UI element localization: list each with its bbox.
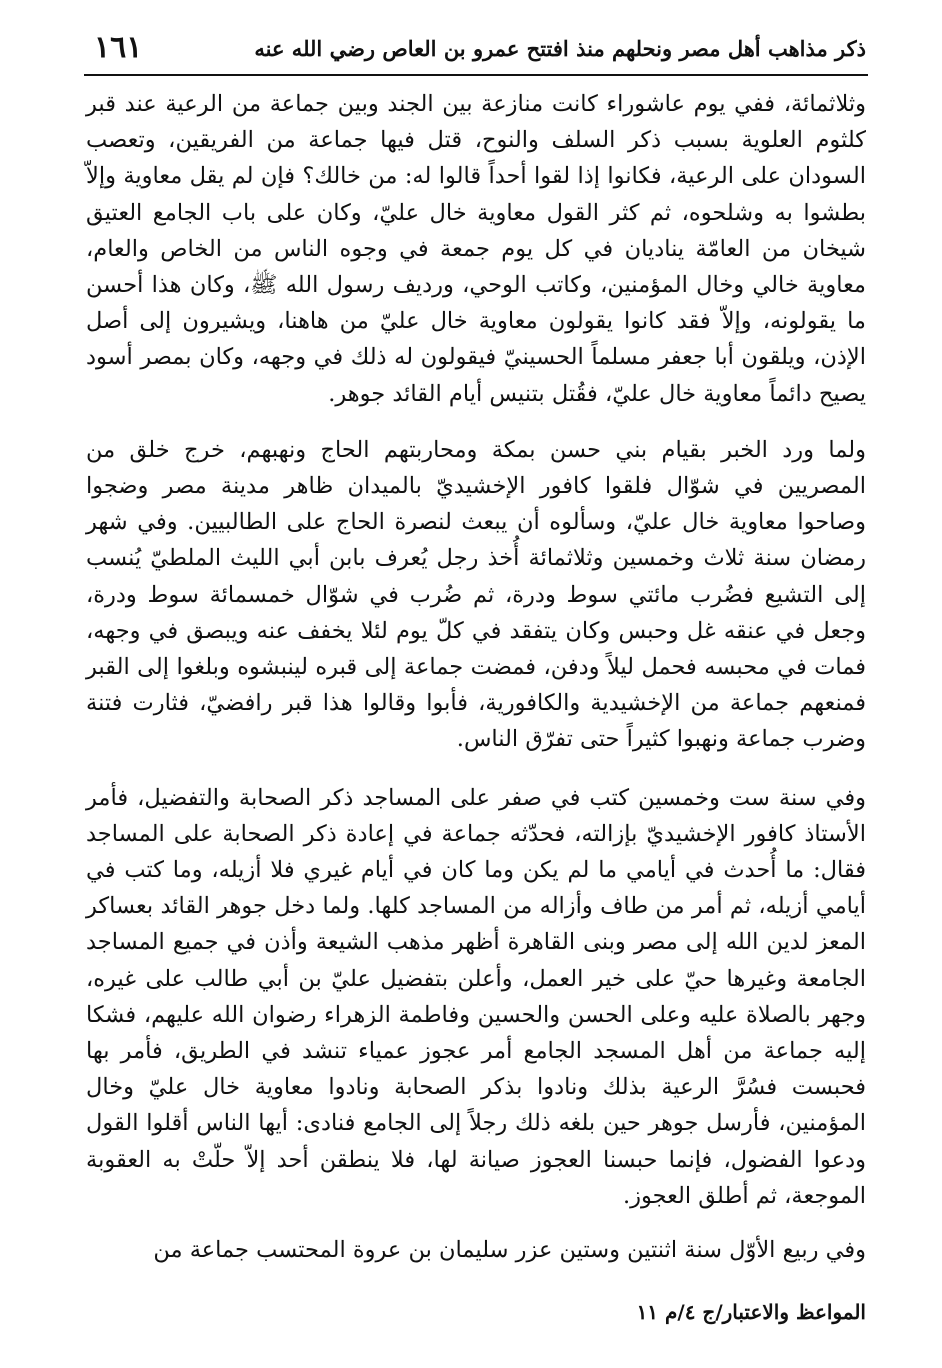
paragraph-2: ولما ورد الخبر بقيام بني حسن بمكة ومحاربتهم الحاج ونهبهم، خرج خلق من المصريين في شوّال فلقوا كافور الإخشيديّ بالميدان ظاهر مدينة مصر وضجوا وصاحوا معاوية خال عليّ، وسألوه أن يبعث لنصرة الحاج على الطالبيين. وفي شهر رمضان سنة ثلاث وخمسين وثلاثمائة أُخذ رجل يُعرف بابن أبي الليث الملطيّ يُنسب إلى التشيع فضُرب مائتي سوط ودرة، ثم ضُرب في شوّال خمسمائة سوط ودرة، وجعل في عنقه غل وحبس وكان يتفقد في كلّ يوم لئلا يخفف عنه ويبصق في وجهه، فمات في محبسه فحمل ليلاً ودفن، فمضت جماعة إلى قبره لينبشوه وبلغوا إلى القبر فمنعهم جماعة من الإخشيدية والكافورية، فأبوا وقالوا هذا قبر رافضيّ، فثارت فتنة وضرب جماعة ونهبوا كثيراً حتى تفرّق الناس. <box>86 436 866 753</box>
paragraph-1: وثلاثمائة، ففي يوم عاشوراء كانت منازعة بين الجند وبين جماعة من الرعية عند قبر كلثوم العلوية بسبب ذكر السلف والنوح، قتل فيها جماعة من الفريقين، وتعصب السودان على الرعية، فكانوا إذا لقوا أحداً قالوا له: من خالك؟ فإن لم يقل معاوية وإلاّ بطشوا به وشلحوه، ثم كثر القول معاوية خال عليّ، وكان على باب الجامع العتيق شيخان من العامّة يناديان في كل يوم جمعة في وجوه الناس من الخاص والعام، معاوية خالي وخال المؤمنين، وكاتب الوحي، ورديف رسول الله ﷺ، وكان هذا أحسن ما يقولونه، وإلاّ فقد كانوا يقولون معاوية خال عليّ من هاهنا، ويشيرون إلى أصل الإذن، ويلقون أبا جعفر مسلماً الحسينيّ فيقولون له ذلك في وجهه، وكان بمصر أسود يصيح دائماً معاوية خال عليّ، فقُتل بتنيس أيام القائد جوهر. <box>86 91 866 407</box>
printer-signature: المواعظ والاعتبار/ج ٤/م ١١ <box>636 1300 866 1324</box>
header-divider <box>84 74 868 76</box>
running-title: ذكر مذاهب أهل مصر ونحلهم منذ افتتح عمرو بن العاص رضي الله عنه <box>254 36 866 61</box>
body-text <box>86 86 866 1268</box>
paragraph-3: وفي سنة ست وخمسين كتب في صفر على المساجد ذكر الصحابة والتفضيل، فأمر الأستاذ كافور الإخشيديّ بإزالته، فحدّثه جماعة في إعادة ذكر الصحابة على المساجد فقال: ما أُحدث في أيامي ما لم يكن وما كان في أيام غيري فلا أزيله، وما كتب في أيامي أزيله، ثم أمر من طاف وأزاله من المساجد كلها. ولما دخل جوهر القائد بعساكر المعز لدين الله إلى مصر وبنى القاهرة أظهر مذهب الشيعة وأذن في جميع المساجد الجامعة وغيرها حيّ على خير العمل، وأعلن بتفضيل عليّ بن أبي طالب على غيره، وجهر بالصلاة عليه وعلى الحسن والحسين وفاطمة الزهراء رضوان الله عليهم، فشكا إليه جماعة من أهل المسجد الجامع أمر عجوز عمياء تنشد في الطريق، فأمر بها فحبست فسُرَّ الرعية بذلك ونادوا بذكر الصحابة ونادوا معاوية خال عليّ وخال المؤمنين، فأرسل جوهر حين بلغه ذلك رجلاً إلى الجامع فنادى: أيها الناس أقلوا القول ودعوا الفضول، فإنما حبسنا العجوز صيانة لها، فلا ينطقن أحد إلاّ حلّتْ به العقوبة الموجعة، ثم أطلق العجوز. <box>86 784 866 1209</box>
paragraph-4: وفي ربيع الأوّل سنة اثنتين وستين عزر سليمان بن عروة المحتسب جماعة من <box>153 1237 866 1264</box>
page-header <box>86 30 866 70</box>
page-number: ١٦١ <box>94 30 143 65</box>
